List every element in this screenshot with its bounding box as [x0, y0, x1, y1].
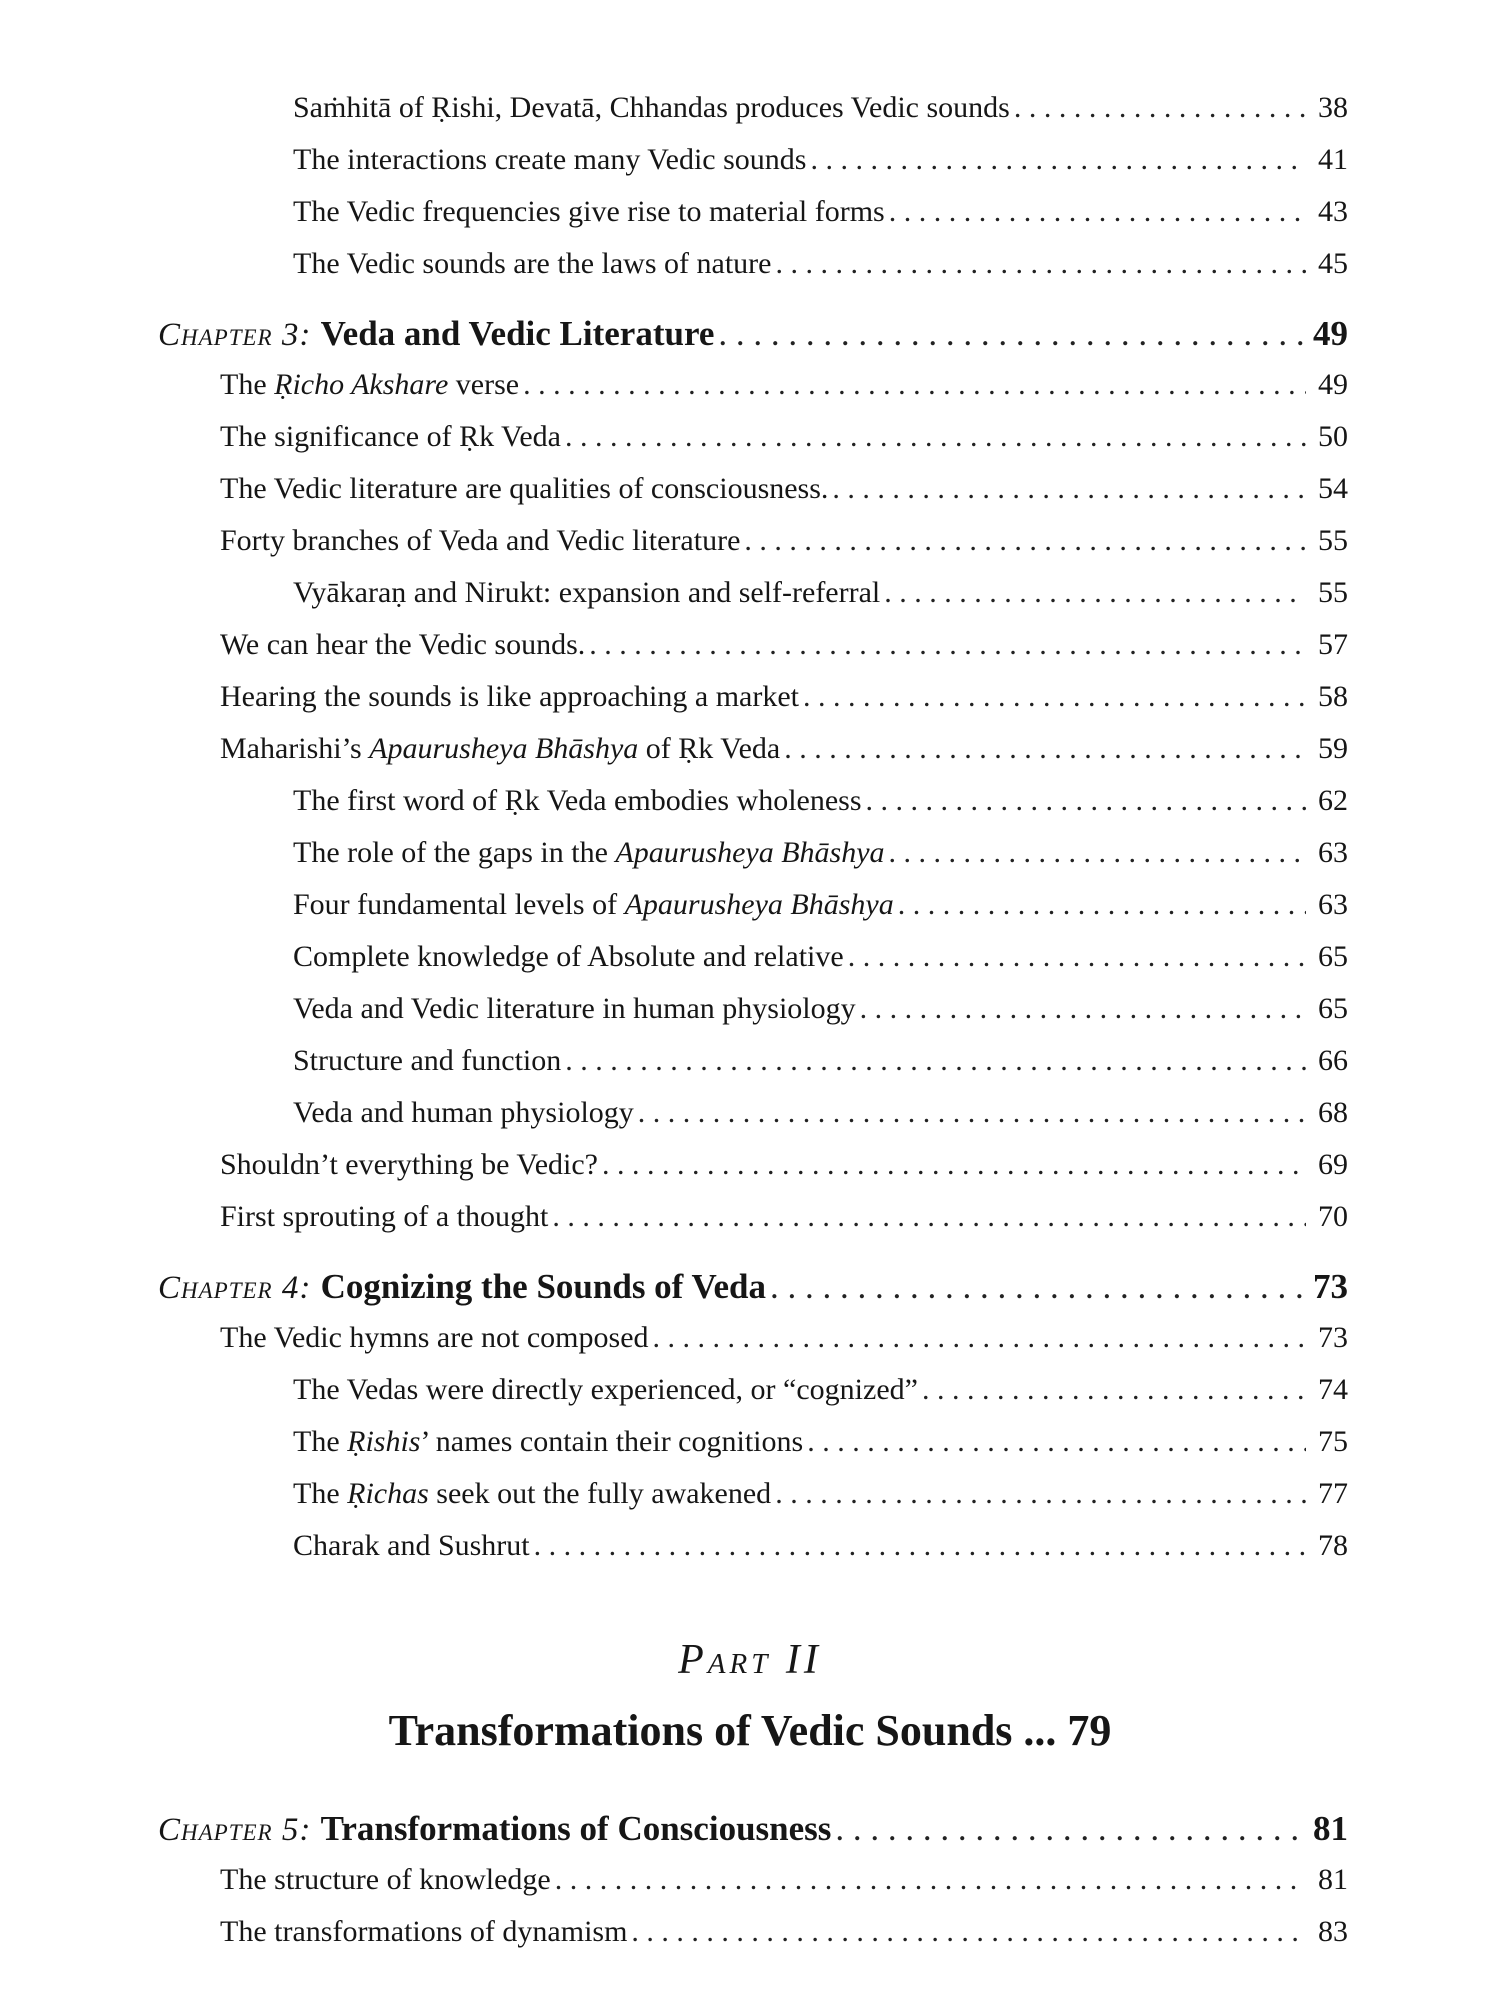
entry-title: We can hear the Vedic sounds. [220, 628, 586, 661]
toc-entry [293, 192, 1348, 232]
page-number: 81 [1313, 1809, 1348, 1848]
toc-entry [293, 88, 1348, 128]
toc-entry [293, 1370, 1348, 1410]
chapter-title: Cognizing the Sounds of Veda [320, 1267, 767, 1306]
entry-title: Shouldn’t everything be Vedic? [220, 1148, 598, 1181]
entry-title: Four fundamental levels of Apaurusheya Bhāshya [293, 888, 894, 921]
page-number: 66 [1318, 1044, 1348, 1077]
entry-title: The first word of Ṛk Veda embodies wholeness [293, 784, 862, 817]
toc-entry [293, 989, 1348, 1029]
dot-leader [744, 521, 1306, 561]
entry-title: The structure of knowledge [220, 1863, 551, 1896]
page-number: 62 [1318, 784, 1348, 817]
page-number: 55 [1318, 576, 1348, 609]
entry-title: The Vedas were directly experienced, or “cognized” [293, 1373, 918, 1406]
page-number: 58 [1318, 680, 1348, 713]
page-number: 59 [1318, 732, 1348, 765]
dot-leader [835, 1806, 1306, 1852]
entry-title: First sprouting of a thought [220, 1200, 549, 1233]
chapter-label: Chapter 5: [158, 1812, 321, 1848]
toc-entry [220, 1912, 1348, 1952]
page-number: 49 [1318, 368, 1348, 401]
dot-leader [889, 192, 1306, 232]
dot-leader [922, 1370, 1306, 1410]
toc-entry [293, 244, 1348, 284]
dot-leader [565, 1041, 1306, 1081]
page-number: 55 [1318, 524, 1348, 557]
page-number: 41 [1318, 143, 1348, 176]
entry-title: Maharishi’s Apaurusheya Bhāshya of Ṛk Veda [220, 732, 781, 765]
dot-leader [631, 1912, 1306, 1952]
entry-title: The Ṛicho Akshare verse [220, 368, 520, 401]
entry-title [158, 311, 714, 358]
dot-leader [653, 1318, 1306, 1358]
dot-leader [784, 729, 1306, 769]
dot-leader [807, 1422, 1306, 1462]
dot-leader [555, 1860, 1306, 1900]
dot-leader [884, 573, 1306, 613]
dot-leader [889, 833, 1306, 873]
toc-entry [220, 1318, 1348, 1358]
chapter-label: Chapter 3: [158, 317, 321, 353]
toc-entry [220, 1145, 1348, 1185]
dot-leader [803, 677, 1306, 717]
entry-title: The transformations of dynamism [220, 1915, 628, 1948]
toc-chapter-entry [158, 1806, 1348, 1853]
page-number: 78 [1318, 1529, 1348, 1562]
entry-title: Structure and function [293, 1044, 562, 1077]
page-number: 45 [1318, 247, 1348, 280]
toc-entry [293, 781, 1348, 821]
entry-title: Forty branches of Veda and Vedic literature [220, 524, 741, 557]
page-number: 63 [1318, 888, 1348, 921]
page-number: 49 [1313, 314, 1348, 353]
page-number: 68 [1318, 1096, 1348, 1129]
toc-entry [293, 1526, 1348, 1566]
page-number: 83 [1318, 1915, 1348, 1948]
toc-entry [293, 1041, 1348, 1081]
page-number: 65 [1318, 940, 1348, 973]
dot-leader [589, 625, 1306, 665]
chapter-label: Chapter 4: [158, 1270, 321, 1306]
entry-title: The Vedic frequencies give rise to material forms [293, 195, 885, 228]
page-number: 81 [1318, 1863, 1348, 1896]
entry-title [158, 1806, 831, 1853]
dot-leader [565, 417, 1306, 457]
toc-entry [293, 140, 1348, 180]
entry-title: The Ṛishis’ names contain their cognitions [293, 1425, 804, 1458]
entry-title: Veda and Vedic literature in human physiology [293, 992, 856, 1025]
toc-entry [220, 521, 1348, 561]
entry-title: The Ṛichas seek out the fully awakened [293, 1477, 772, 1510]
page-number: 73 [1313, 1267, 1348, 1306]
dot-leader [552, 1197, 1306, 1237]
toc-chapter-entry [158, 311, 1348, 358]
page-number: 69 [1318, 1148, 1348, 1181]
toc-entry [220, 1860, 1348, 1900]
entry-title: Complete knowledge of Absolute and relative [293, 940, 844, 973]
chapter-title: Transformations of Consciousness [320, 1809, 832, 1848]
entry-title: Hearing the sounds is like approaching a market [220, 680, 799, 713]
page-number: 73 [1318, 1321, 1348, 1354]
toc-entry [220, 1197, 1348, 1237]
dot-leader [602, 1145, 1306, 1185]
entry-title: Vyākaraṇ and Nirukt: expansion and self-referral [293, 576, 881, 609]
page-number: 38 [1318, 91, 1348, 124]
dot-leader [775, 1474, 1306, 1514]
dot-leader [775, 244, 1306, 284]
dot-leader [848, 937, 1306, 977]
toc-entry [220, 365, 1348, 405]
dot-leader [866, 781, 1306, 821]
toc-entry [293, 1474, 1348, 1514]
dot-leader [638, 1093, 1306, 1133]
entry-title: The interactions create many Vedic sounds [293, 143, 807, 176]
dot-leader [534, 1526, 1306, 1566]
toc-entry [293, 1093, 1348, 1133]
entry-title: The Vedic hymns are not composed [220, 1321, 649, 1354]
toc-entry [293, 885, 1348, 925]
page-number: 54 [1318, 472, 1348, 505]
toc-entry [293, 937, 1348, 977]
page-number: 50 [1318, 420, 1348, 453]
entry-title: Saṁhitā of Ṛishi, Devatā, Chhandas produces Vedic sounds [293, 91, 1010, 124]
entry-title [158, 1264, 766, 1311]
toc-entry [220, 729, 1348, 769]
dot-leader [810, 140, 1306, 180]
toc-entry [293, 573, 1348, 613]
part-label: Part II [678, 1637, 822, 1683]
toc-chapter-entry [158, 1264, 1348, 1311]
page-number: 57 [1318, 628, 1348, 661]
entry-title: The role of the gaps in the Apaurusheya Bhāshya [293, 836, 885, 869]
chapter-title: Veda and Vedic Literature [320, 314, 715, 353]
entry-title: The Vedic sounds are the laws of nature [293, 247, 772, 280]
dot-leader [523, 365, 1306, 405]
entry-title: Veda and human physiology [293, 1096, 634, 1129]
page-number: 77 [1318, 1477, 1348, 1510]
toc-entry [293, 1422, 1348, 1462]
entry-title: Charak and Sushrut [293, 1529, 530, 1562]
part-title: Transformations of Vedic Sounds ... 79 [388, 1706, 1112, 1755]
dot-leader [898, 885, 1306, 925]
toc-entry [220, 469, 1348, 509]
dot-leader [770, 1264, 1306, 1310]
page-number: 65 [1318, 992, 1348, 1025]
page-number: 63 [1318, 836, 1348, 869]
dot-leader [1014, 88, 1306, 128]
entry-title: The Vedic literature are qualities of consciousness. [220, 472, 829, 505]
dot-leader [718, 311, 1306, 357]
page-number: 70 [1318, 1200, 1348, 1233]
entry-title: The significance of Ṛk Veda [220, 420, 562, 453]
page-number: 74 [1318, 1373, 1348, 1406]
dot-leader [832, 469, 1306, 509]
toc-entry [220, 625, 1348, 665]
dot-leader [860, 989, 1306, 1029]
toc-entry [220, 417, 1348, 457]
toc-entry [293, 833, 1348, 873]
page-number: 75 [1318, 1425, 1348, 1458]
toc-entry [220, 677, 1348, 717]
page-number: 43 [1318, 195, 1348, 228]
